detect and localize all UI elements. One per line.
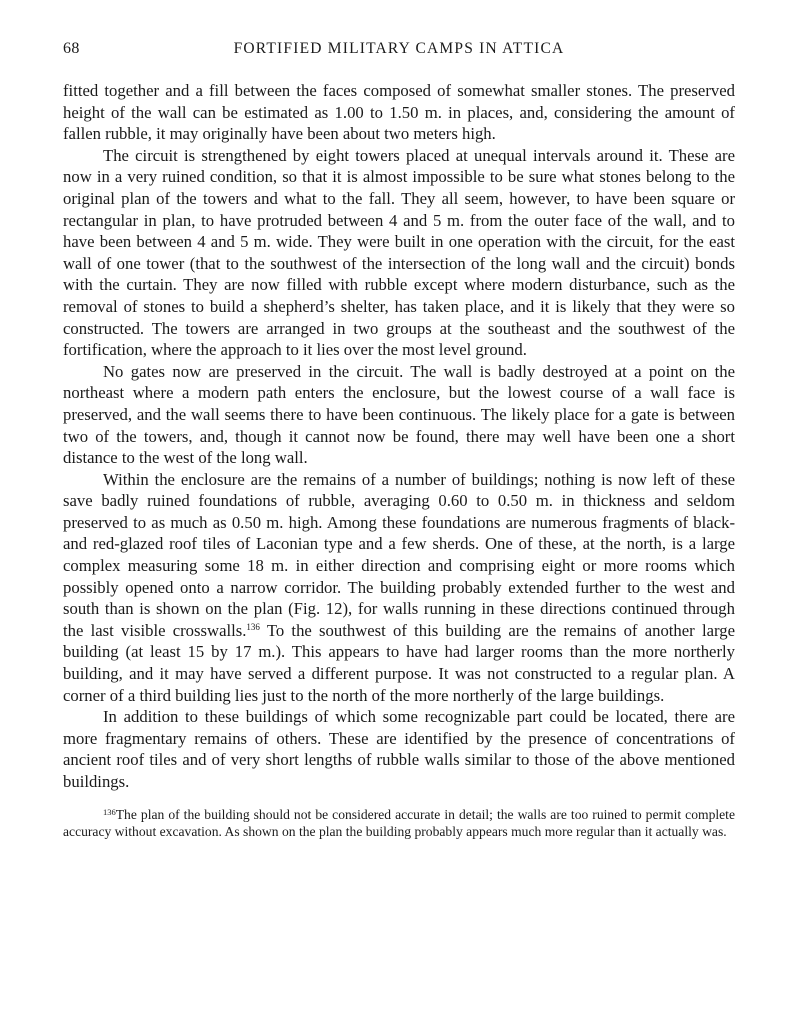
body-text	[63, 80, 735, 793]
paragraph-buildings-text-1: Within the enclosure are the remains of a number of buildings; nothing is now left of these save badly ruined foundations of rubble, averaging 0.60 to 0.50 m. in thickness and seldom preserved to as much as 0.50 m. high. Among these foundations are numerous fragments of black- and red-glazed roof tiles of Laconian type and a few sherds. One of these, at the north, is a large complex measuring some 18 m. in either direction and comprising eight or more rooms which possibly opened onto a narrow corridor. The building probably extended further to the west and south than is shown on the plan (Fig. 12), for walls running in these directions continued through the last visible crosswalls.	[63, 469, 735, 640]
running-title: FORTIFIED MILITARY CAMPS IN ATTICA	[233, 40, 565, 57]
footnote-reference[interactable]: 136	[246, 621, 260, 632]
page-number: 68	[63, 40, 80, 57]
paragraph-continued: fitted together and a fill between the faces composed of somewhat smaller stones. The preserved height of the wall can be estimated as 1.00 to 1.50 m. in places, and, considering the amount of fallen rubble, it may originally have been about two meters high.	[63, 81, 735, 144]
paragraph-towers: The circuit is strengthened by eight towers placed at unequal intervals around it. These are now in a very ruined condition, so that it is almost impossible to be sure what stones belong to the original plan of the towers and what to the fall. They all seem, however, to have been square or rectangular in plan, to have protruded between 4 and 5 m. from the outer face of the wall, and to have been between 4 and 5 m. wide. They were built in one operation with the circuit, for the east wall of one tower (that to the southwest of the intersection of the long wall and the circuit) bonds with the curtain. They are now filled with rubble except where modern disturbance, such as the removal of stones to build a shepherd’s shelter, has taken place, and it is likely that they were so constructed. The towers are arranged in two groups at the southeast and the southwest of the fortification, where the approach to it lies over the most level ground.	[63, 145, 735, 360]
document-page	[63, 40, 735, 840]
paragraph-buildings-text-2: To the southwest of this building are the remains of another large building (at least 15 by 17 m.). This appears to have had larger rooms than the more northerly building, and it may have served a different purpose. It was not constructed to a regular plan. A corner of a third building lies just to the north of the more northerly of the large buildings.	[63, 620, 735, 705]
footnotes	[63, 806, 735, 841]
paragraph-fragmentary-remains: In addition to these buildings of which some recognizable part could be located, there are more fragmentary remains of others. These are identified by the presence of concentrations of ancient roof tiles and of very short lengths of rubble walls similar to those of the above mentioned buildings.	[63, 707, 735, 791]
paragraph-buildings	[63, 469, 735, 707]
footnote-text: The plan of the building should not be considered accurate in detail; the walls are too ruined to permit complete accuracy without excavation. As shown on the plan the building probably appears much more regular than it actually was.	[63, 806, 735, 839]
paragraph-gates: No gates now are preserved in the circuit. The wall is badly destroyed at a point on the northeast where a modern path enters the enclosure, but the lowest course of a wall face is preserved, and the wall seems there to have been continuous. The likely place for a gate is between two of the towers, and, though it cannot now be found, there may well have been one a short distance to the west of the long wall.	[63, 361, 735, 468]
running-head	[63, 40, 735, 64]
footnote-mark: 136	[103, 806, 116, 817]
footnote	[63, 806, 735, 841]
